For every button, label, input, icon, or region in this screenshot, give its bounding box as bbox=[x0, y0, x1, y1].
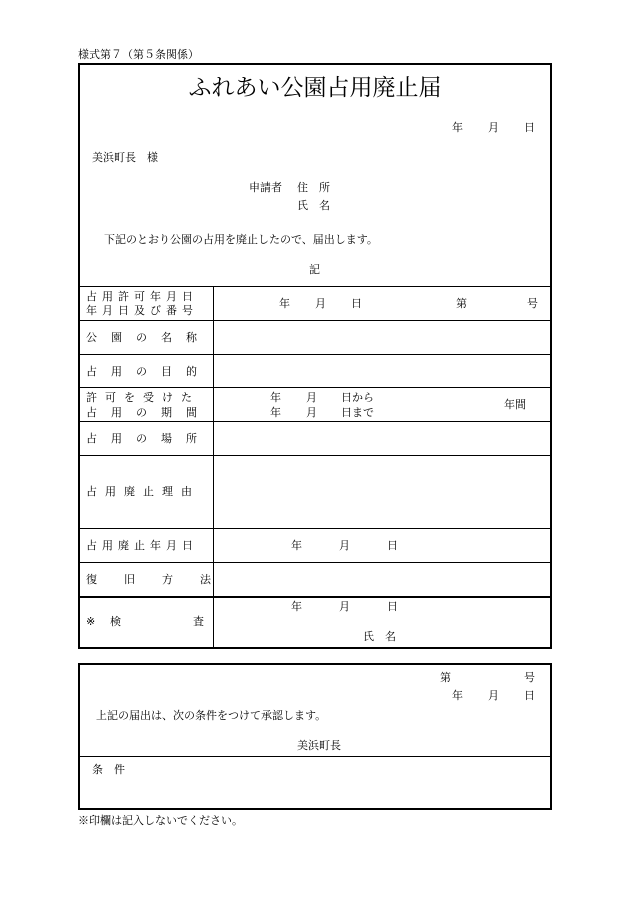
period-years: 年間 bbox=[504, 398, 526, 411]
period-from-year: 年 bbox=[270, 391, 281, 404]
page-title: ふれあい公園占用廃止届 bbox=[188, 75, 442, 101]
permit-number-suffix: 号 bbox=[527, 297, 538, 310]
period-to-day: 日まで bbox=[341, 406, 374, 419]
abolish-month: 月 bbox=[339, 539, 350, 552]
permit-day: 日 bbox=[351, 297, 362, 310]
inspect-year: 年 bbox=[291, 600, 302, 613]
permit-month: 月 bbox=[315, 297, 326, 310]
condition-label: 条 件 bbox=[92, 763, 125, 776]
approval-text: 上記の届出は、次の条件をつけて承認します。 bbox=[96, 709, 327, 722]
inspect-label-1: 検 bbox=[110, 615, 121, 628]
approval-mayor: 美浜町長 bbox=[297, 739, 341, 752]
period-to-month: 月 bbox=[306, 406, 317, 419]
applicant-label: 申請者 bbox=[249, 181, 282, 194]
inspect-name: 氏 名 bbox=[363, 630, 396, 643]
applicant-address-label: 住 所 bbox=[297, 181, 330, 194]
restore-label: 復旧方法 bbox=[86, 573, 238, 586]
approval-number-prefix: 第 bbox=[440, 671, 451, 684]
date-year: 年 bbox=[452, 121, 463, 134]
date-day: 日 bbox=[524, 121, 535, 134]
reason-label: 占用廃止理由 bbox=[86, 485, 200, 498]
approval-section bbox=[78, 663, 552, 810]
inspect-month: 月 bbox=[339, 600, 350, 613]
ki-label: 記 bbox=[309, 263, 320, 276]
applicant-name-label: 氏 名 bbox=[297, 199, 330, 212]
statement: 下記のとおり公園の占用を廃止したので、届出します。 bbox=[104, 233, 378, 246]
park-name-label: 公園の名称 bbox=[86, 331, 211, 344]
footnote: ※印欄は記入しないでください。 bbox=[78, 814, 243, 827]
place-label: 占用の場所 bbox=[86, 432, 211, 445]
period-to-year: 年 bbox=[270, 406, 281, 419]
permit-date-label-line2: 年月日及び番号 bbox=[86, 304, 198, 317]
date-month: 月 bbox=[488, 121, 499, 134]
abolish-date-label: 占用廃止年月日 bbox=[86, 539, 198, 552]
inspect-label-2: 査 bbox=[193, 615, 204, 628]
period-from-month: 月 bbox=[306, 391, 317, 404]
addressee: 美浜町長 様 bbox=[92, 151, 158, 164]
period-label-line1: 許可を受けた bbox=[86, 391, 200, 404]
inspect-mark: ※ bbox=[86, 615, 96, 628]
permit-number-prefix: 第 bbox=[456, 297, 467, 310]
permit-date-label-line1: 占用許可年月日 bbox=[86, 290, 198, 303]
purpose-label: 占用の目的 bbox=[86, 365, 211, 378]
permit-year: 年 bbox=[279, 297, 290, 310]
inspect-day: 日 bbox=[387, 600, 398, 613]
form-number: 様式第７（第５条関係） bbox=[78, 48, 199, 61]
approval-year: 年 bbox=[452, 689, 463, 702]
abolish-year: 年 bbox=[291, 539, 302, 552]
period-label-line2: 占用の期間 bbox=[86, 406, 211, 419]
period-from-day: 日から bbox=[341, 391, 374, 404]
approval-day: 日 bbox=[524, 689, 535, 702]
abolish-day: 日 bbox=[387, 539, 398, 552]
approval-month: 月 bbox=[488, 689, 499, 702]
approval-number-suffix: 号 bbox=[524, 671, 535, 684]
